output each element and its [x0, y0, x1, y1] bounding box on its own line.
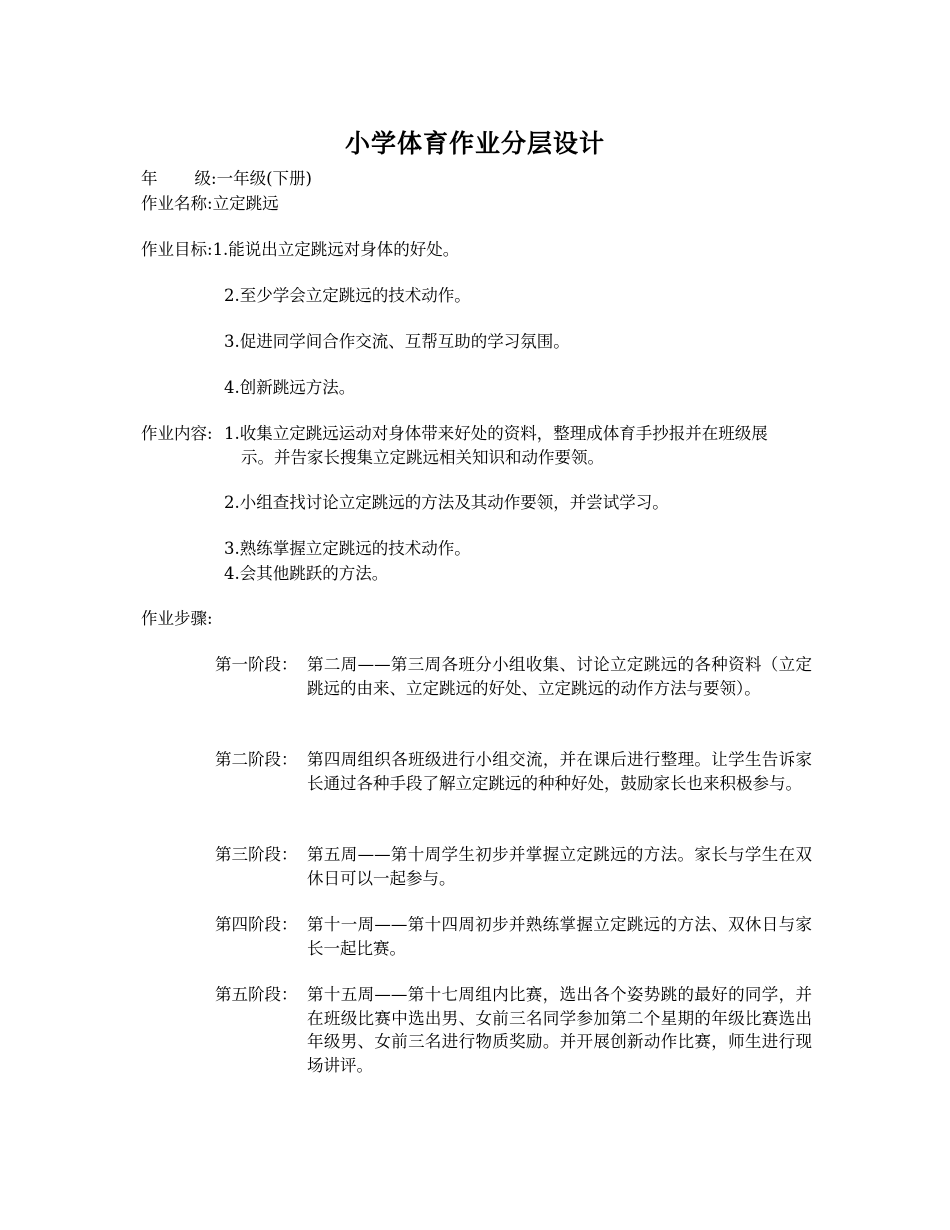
- content-item-text: 1.收集立定跳远运动对身体带来好处的资料，整理成体育手抄报并在班级展示。并告家长搜集立定跳远相关知识和动作要领。: [224, 424, 768, 467]
- goals-row: [141, 238, 459, 262]
- stage-text: 第四周组织各班级进行小组交流，并在课后进行整理。让学生告诉家长通过各种手段了解立定跳远的种种好处，鼓励家长也来积极参与。: [307, 750, 812, 793]
- content-item: [224, 422, 800, 470]
- goals-label: 作业目标:: [141, 240, 213, 259]
- name-value: 立定跳远: [212, 194, 279, 213]
- name-row: [141, 192, 279, 216]
- content-item: 4.会其他跳跃的方法。: [224, 564, 389, 583]
- grade-sep: :: [211, 169, 217, 188]
- stage-label: 第五阶段：: [215, 985, 298, 1004]
- stage-text: 第二周——第三周各班分小组收集、讨论立定跳远的各种资料（立定跳远的由来、立定跳远的好处、立定跳远的动作方法与要领）。: [307, 655, 812, 698]
- stage-text: 第十五周——第十七周组内比赛，选出各个姿势跳的最好的同学，并在班级比赛中选出男、女前三名同学参加第二个星期的年级比赛选出年级男、女前三名进行物质奖励。并开展创新动作比赛，师生进行现场讲评。: [307, 985, 812, 1075]
- grade-row: [141, 167, 312, 191]
- stage-label: 第一阶段：: [215, 655, 298, 674]
- stage-label: 第四阶段：: [215, 915, 298, 934]
- content-label: 作业内容:: [141, 424, 213, 443]
- steps-label: 作业步骤:: [141, 609, 213, 628]
- grade-value: 一年级(下册): [216, 169, 312, 188]
- stage-label: 第二阶段：: [215, 750, 298, 769]
- stage-text: 第十一周——第十四周初步并熟练掌握立定跳远的方法、双休日与家长一起比赛。: [307, 915, 812, 958]
- page-title: 小学体育作业分层设计: [344, 129, 605, 158]
- grade-label-right: 级: [194, 169, 211, 188]
- grade-label-left: 年: [141, 169, 158, 188]
- content-item: 2.小组查找讨论立定跳远的方法及其动作要领，并尝试学习。: [224, 493, 669, 512]
- goal-item: 1.能说出立定跳远对身体的好处。: [212, 240, 460, 259]
- goal-item: 4.创新跳远方法。: [224, 378, 356, 397]
- name-label: 作业名称:: [141, 194, 213, 213]
- stage-text: 第五周——第十周学生初步并掌握立定跳远的方法。家长与学生在双休日可以一起参与。: [307, 845, 812, 888]
- goal-item: 3.促进同学间合作交流、互帮互助的学习氛围。: [224, 332, 570, 351]
- content-item: 3.熟练掌握立定跳远的技术动作。: [224, 539, 471, 558]
- goal-item: 2.至少学会立定跳远的技术动作。: [224, 286, 471, 305]
- stage-label: 第三阶段：: [215, 845, 298, 864]
